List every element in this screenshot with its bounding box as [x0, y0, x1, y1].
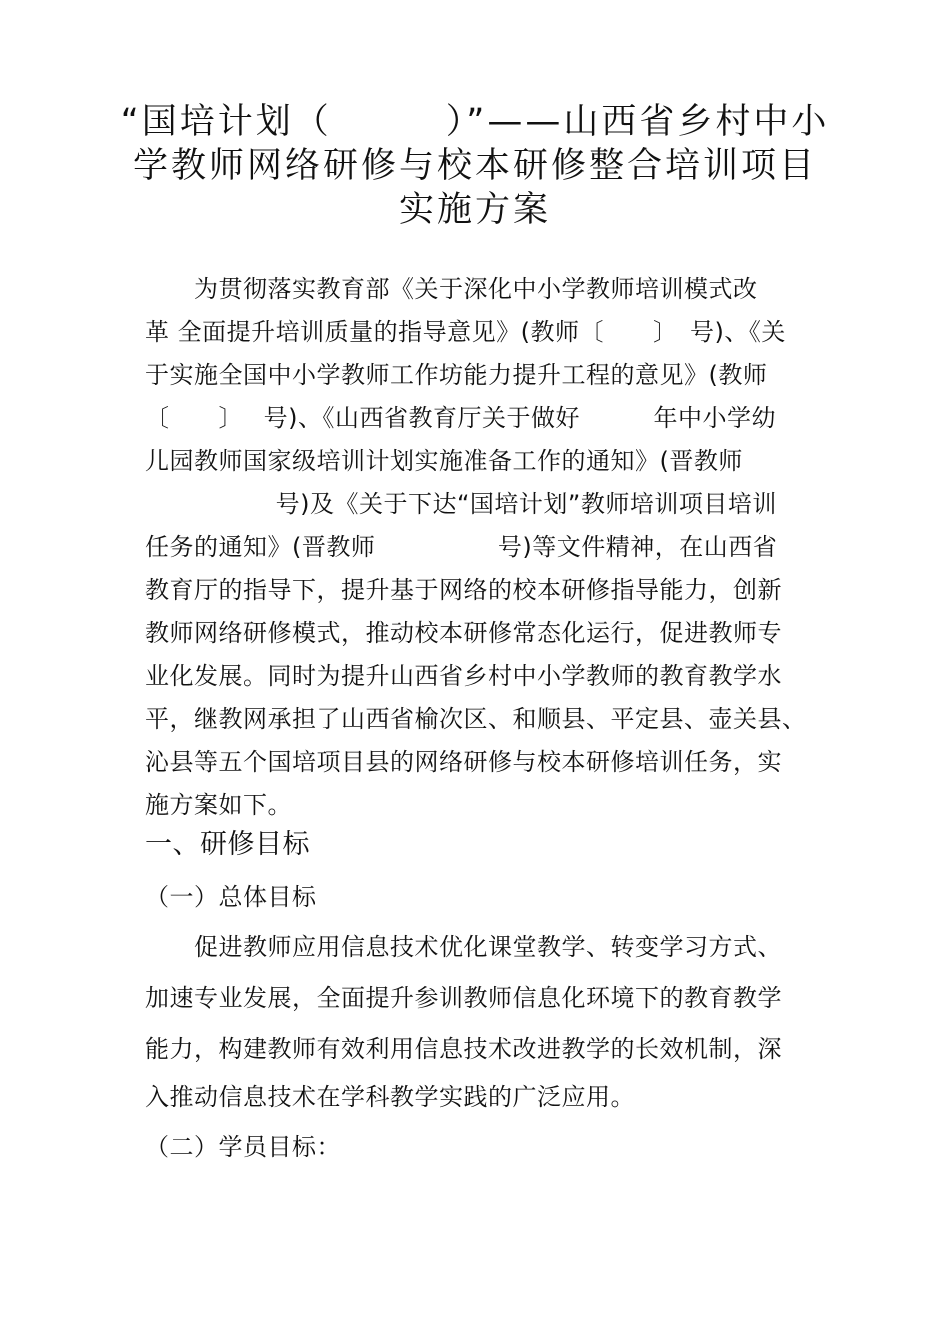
intro-line: 任务的通知》(晋教师 号)等文件精神，在山西省 — [145, 533, 778, 561]
intro-line: 沁县等五个国培项目县的网络研修与校本研修培训任务，实 — [145, 748, 782, 776]
title-line: “国培计划（ ）”——山西省乡村中小 — [120, 102, 830, 142]
intro-line: 号)及《关于下达“国培计划”教师培训项目培训 — [145, 490, 777, 518]
subsection-heading: （二）学员目标： — [145, 1133, 341, 1161]
intro-line: 业化发展。同时为提升山西省乡村中小学教师的教育教学水 — [145, 662, 782, 690]
intro-line: 教育厅的指导下，提升基于网络的校本研修指导能力，创新 — [145, 576, 782, 604]
body-line: 促进教师应用信息技术优化课堂教学、转变学习方式、 — [145, 933, 782, 961]
title-line: 学教师网络研修与校本研修整合培训项目 — [132, 146, 817, 186]
body-line: 入推动信息技术在学科教学实践的广泛应用。 — [145, 1083, 635, 1111]
intro-line: 于实施全国中小学教师工作坊能力提升工程的意见》(教师 — [145, 361, 768, 389]
section-heading: 一、研修目标 — [145, 829, 310, 860]
body-line: 加速专业发展，全面提升参训教师信息化环境下的教育教学 — [145, 984, 782, 1012]
intro-line: 施方案如下。 — [145, 791, 292, 819]
intro-line: 为贯彻落实教育部《关于深化中小学教师培训模式改 — [145, 275, 758, 303]
intro-line: 平，继教网承担了山西省榆次区、和顺县、平定县、壶关县、 — [145, 705, 807, 733]
subsection-heading: （一）总体目标 — [145, 883, 317, 911]
intro-line: 教师网络研修模式，推动校本研修常态化运行，促进教师专 — [145, 619, 782, 647]
intro-line: 革 全面提升培训质量的指导意见》(教师〔 〕 号)、《关 — [145, 318, 786, 346]
title-line: 实施方案 — [398, 190, 551, 230]
document-title — [120, 100, 830, 232]
intro-line: 〔 〕 号)、《山西省教育厅关于做好 年中小学幼 — [145, 404, 776, 432]
body-line: 能力，构建教师有效利用信息技术改进教学的长效机制，深 — [145, 1035, 782, 1063]
intro-line: 儿园教师国家级培训计划实施准备工作的通知》(晋教师 — [145, 447, 743, 475]
